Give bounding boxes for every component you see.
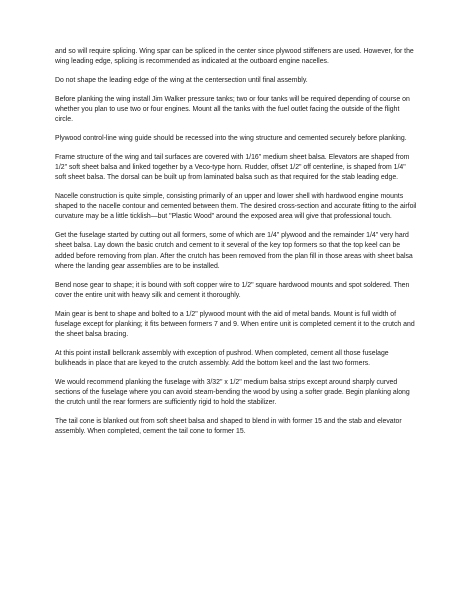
paragraph-fuselage-formers: Get the fuselage started by cutting out all formers, some of which are 1/4" plywood and the remainder 1/4" very hard sheet balsa. Lay down the basic crutch and cement to it several of the key top formers so that the top keel can be added before removing from plan. After the crutch has been removed from the plan fill in those areas with sheet balsa where the landing gear assemblies are to be installed. — [55, 232, 413, 270]
paragraph-tail-cone: The tail cone is blanked out from soft sheet balsa and shaped to blend in with former 15 and the stab and elevator assembly. When completed, cement the tail cone to former 15. — [55, 418, 402, 436]
document-page — [55, 47, 417, 446]
paragraph-wing-guide: Plywood control-line wing guide should be recessed into the wing structure and cemented securely before planking. — [55, 135, 407, 142]
paragraph-bellcrank: At this point install bellcrank assembly with exception of pushrod. When completed, cement all those fuselage bulkheads in place that are keyed to the crutch assembly. Add the bottom keel and the last two formers. — [55, 349, 389, 368]
paragraph-main-gear: Main gear is bent to shape and bolted to a 1/2" plywood mount with the aid of metal bands. Mount is full width of fuselage except for planking; it fits between formers 7 and 9. When entire unit is completed cement it to the crutch and the sheet balsa bracing. — [55, 310, 415, 339]
paragraph-nacelle-construction: Nacelle construction is quite simple, consisting primarily of an upper and lower shell with hardwood engine mounts shaped to the nacelle contour and cemented between them. The desired cross-section and accurate fitting to the airfoil curvature may be a little ticklish—but "Plastic Wood" around the exposed area will give that professional touch. — [55, 193, 417, 221]
paragraph-planking: We would recommend planking the fuselage with 3/32" x 1/2" medium balsa strips except around sharply curved sections of the fuselage where you can avoid steam-bending the wood by using a softer grade. Begin planking along the crutch until the rear formers are sufficiently rigid to hold the stabilizer. — [55, 378, 410, 407]
paragraph-leading-edge: Do not shape the leading edge of the wing at the centersection until final assembly. — [55, 77, 308, 84]
paragraph-pressure-tanks: Before planking the wing install Jim Walker pressure tanks; two or four tanks will be required depending of course on whether you plan to use two or four engines. Mount all the tanks with the fuel outlet facing the outside of the flight circle. — [55, 95, 410, 124]
paragraph-wing-splicing: and so will require splicing. Wing spar can be spliced in the center since plywood stiffeners are used. However, for the wing leading edge, splicing is recommended as indicated at the outboard engine nacelles. — [55, 48, 414, 66]
paragraph-frame-structure: Frame structure of the wing and tail surfaces are covered with 1/16" medium sheet balsa. Elevators are shaped from 1/2" soft sheet balsa and linked together by a Veco-type horn. Rudder, offset 1/2" off centerline, is shaped from 1/4" soft sheet balsa. The dorsal can be built up from laminated balsa such as that required for the stab leading edge. — [55, 153, 410, 182]
paragraph-nose-gear: Bend nose gear to shape; it is bound with soft copper wire to 1/2" square hardwood mounts and spot soldered. Then cover the entire unit with heavy silk and cement it thoroughly. — [55, 281, 410, 299]
